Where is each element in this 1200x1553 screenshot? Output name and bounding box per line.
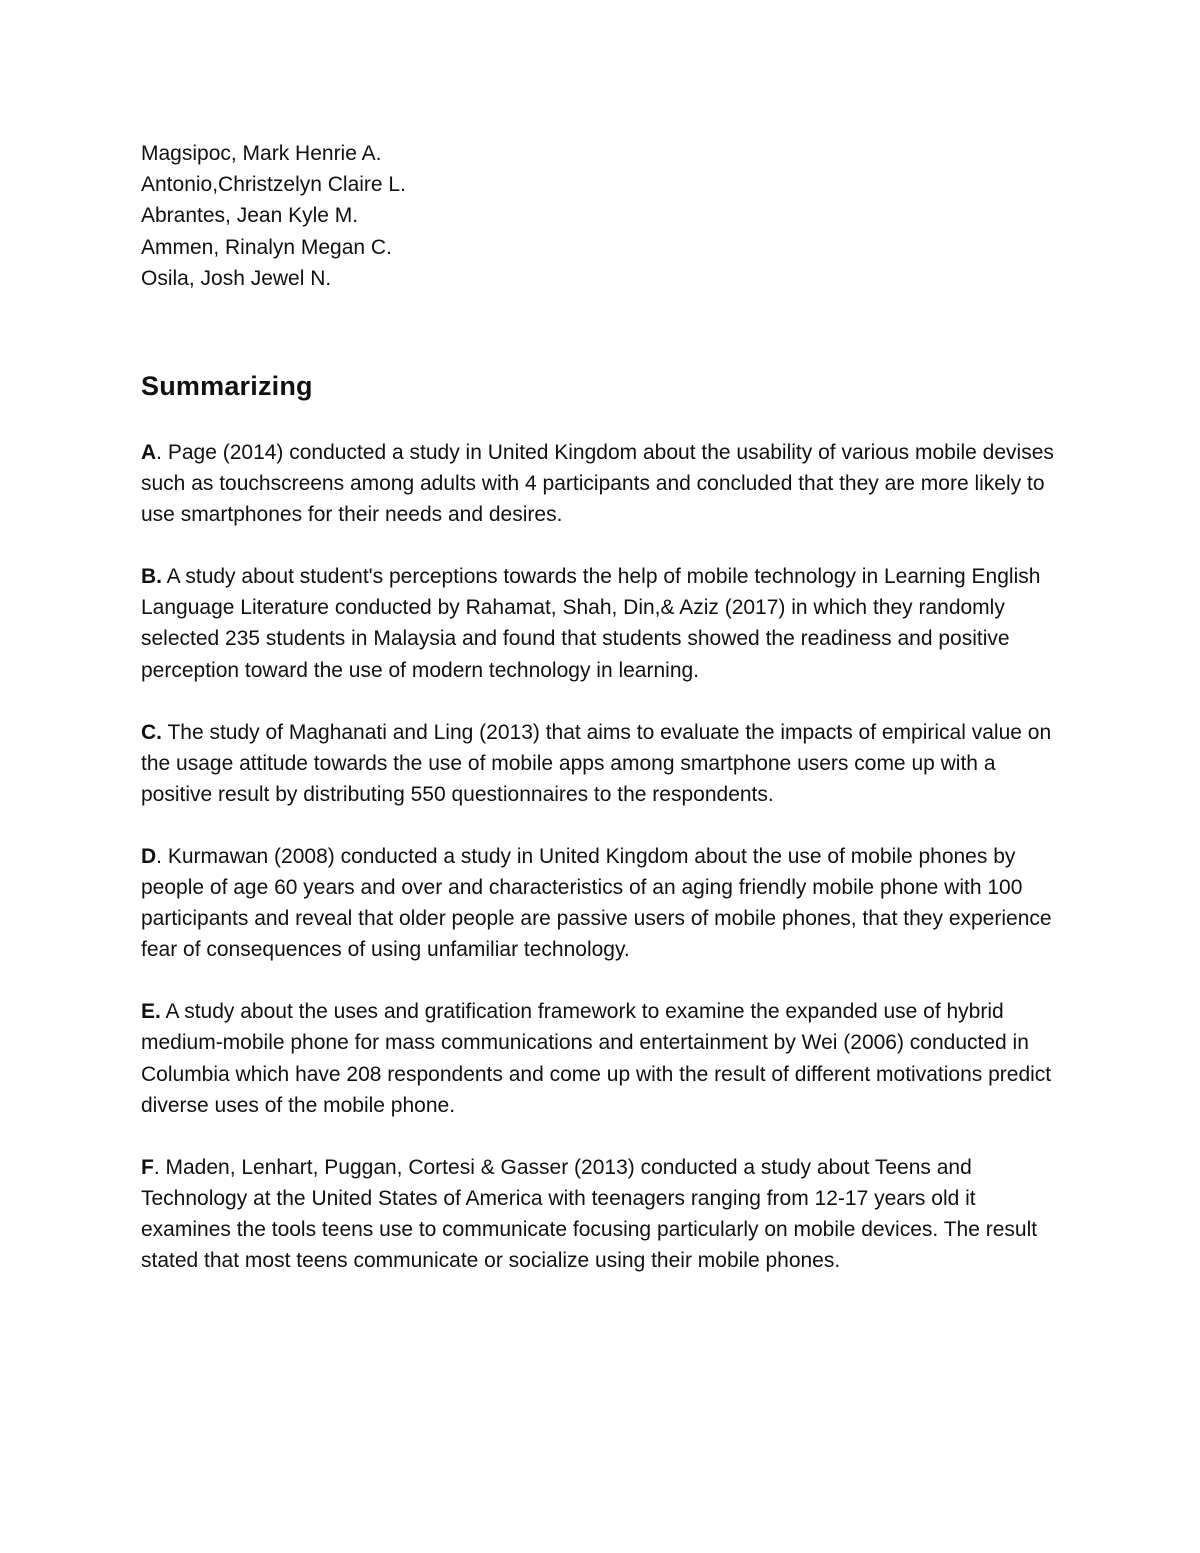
- author-list: [141, 138, 1061, 294]
- paragraph-text: . Page (2014) conducted a study in United Kingdom about the usability of various mobile devises such as touchscreens among adults with 4 participants and concluded that they are more likely to use smartphones for their needs and desires.: [141, 441, 1054, 527]
- paragraph-letter: B.: [141, 565, 162, 589]
- summary-paragraph-c: [141, 717, 1056, 810]
- author-name: Ammen, Rinalyn Megan C.: [141, 235, 392, 259]
- summary-paragraphs: [141, 437, 1061, 1307]
- author-name: Antonio,Christzelyn Claire L.: [141, 173, 406, 197]
- paragraph-letter: E.: [141, 1000, 161, 1024]
- paragraph-letter: D: [141, 844, 157, 868]
- paragraph-text: A study about student's perceptions towards the help of mobile technology in Learning English Language Literature conducted by Rahamat, Shah, Din,& Aziz (2017) in which they randomly selected 235 students in Malaysia and found that students showed the readiness and positive perception toward the use of modern technology in learning.: [141, 565, 1041, 682]
- paragraph-letter: F: [141, 1155, 154, 1179]
- paragraph-letter: A: [141, 441, 157, 464]
- paragraph-text: A study about the uses and gratification framework to examine the expanded use of hybrid medium-mobile phone for mass communications and entertainment by Wei (2006) conducted in Columbia which have 208 respondents and come up with the result of different motivations predict diverse uses of the mobile phone.: [141, 1000, 1052, 1117]
- summary-paragraph-a: [141, 437, 1056, 530]
- paragraph-letter: C.: [141, 720, 162, 744]
- document-page: [141, 138, 1061, 1272]
- summary-paragraph-b: [141, 561, 1056, 685]
- paragraph-text: The study of Maghanati and Ling (2013) that aims to evaluate the impacts of empirical value on the usage attitude towards the use of mobile apps among smartphone users come up with a positive result by distributing 550 questionnaires to the respondents.: [141, 720, 1052, 806]
- section-heading: Summarizing: [141, 371, 313, 401]
- summary-paragraph-e: [141, 996, 1056, 1120]
- paragraph-text: . Maden, Lenhart, Puggan, Cortesi & Gasser (2013) conducted a study about Teens and Technology at the United States of America with teenagers ranging from 12-17 years old it examines the tools teens use to communicate focusing particularly on mobile devices. The result stated that most teens communicate or socialize using their mobile phones.: [141, 1155, 1038, 1272]
- summary-paragraph-f: [141, 1152, 1056, 1276]
- author-name: Osila, Josh Jewel N.: [141, 266, 332, 290]
- author-name: Magsipoc, Mark Henrie A.: [141, 142, 382, 165]
- author-name: Abrantes, Jean Kyle M.: [141, 204, 359, 228]
- summary-paragraph-d: [141, 841, 1056, 965]
- paragraph-text: . Kurmawan (2008) conducted a study in United Kingdom about the use of mobile phones by people of age 60 years and over and characteristics of an aging friendly mobile phone with 100 participants and reveal that older people are passive users of mobile phones, that they experience fear of consequences of using unfamiliar technology.: [141, 844, 1052, 962]
